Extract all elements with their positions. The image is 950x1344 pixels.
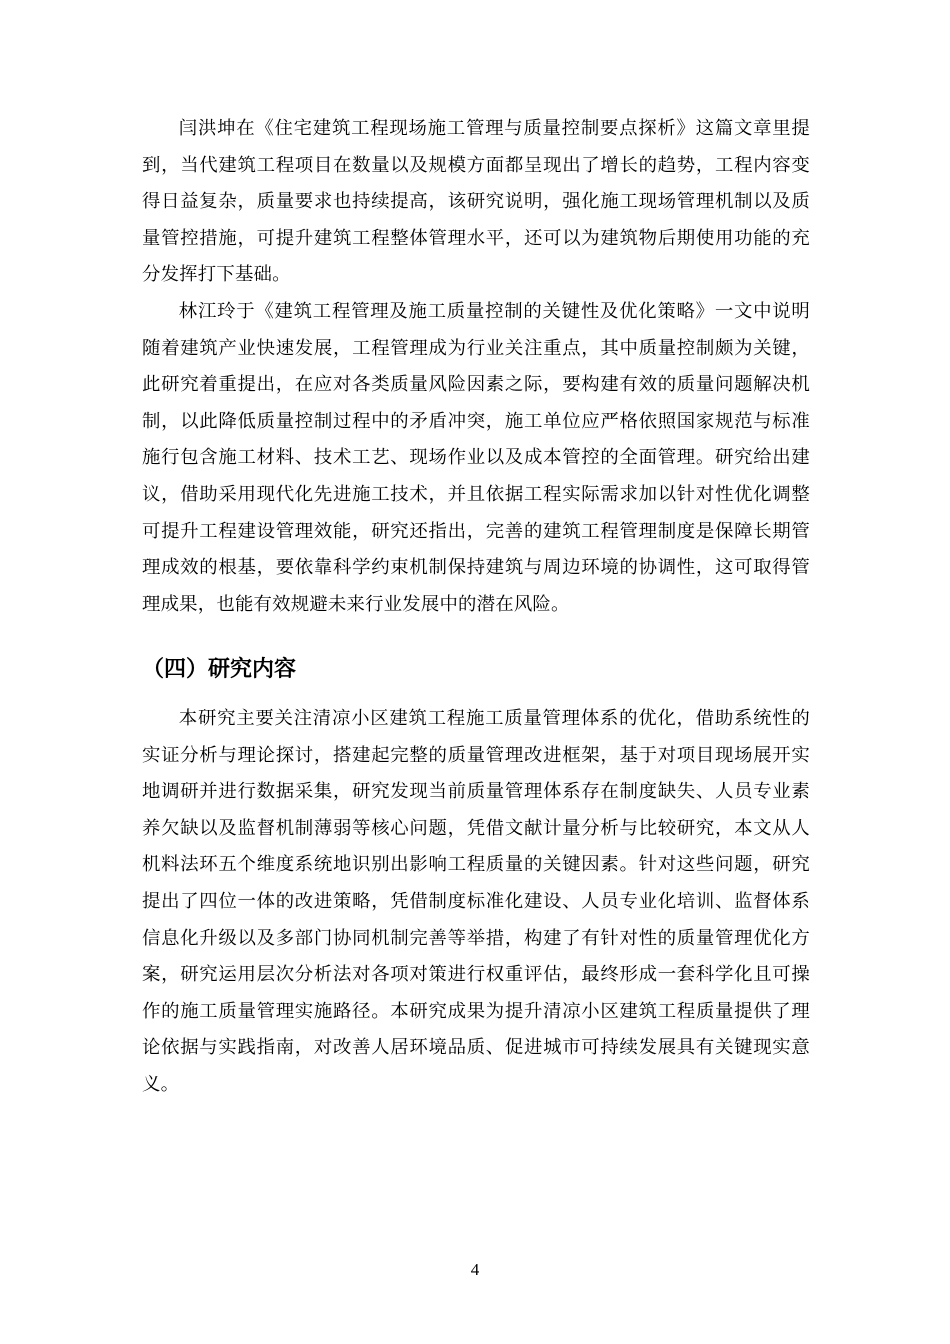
section-heading: （四）研究内容	[142, 657, 297, 682]
body-paragraph: 林江玲于《建筑工程管理及施工质量控制的关键性及优化策略》一文中说明随着建筑产业快速发展，工程管理成为行业关注重点，其中质量控制颇为关键，此研究着重提出，在应对各类质量风险因素之际，要构建有效的质量问题解决机制，以此降低质量控制过程中的矛盾冲突，施工单位应严格依照国家规范与标准施行包含施工材料、技术工艺、现场作业以及成本管控的全面管理。研究给出建议，借助采用现代化先进施工技术，并且依据工程实际需求加以针对性优化调整可提升工程建设管理效能，研究还指出，完善的建筑工程管理制度是保障长期管理成效的根基，要依靠科学约束机制保持建筑与周边环境的协调性，这可取得管理成果，也能有效规避未来行业发展中的潜在风险。	[142, 301, 810, 615]
page-number: 4	[470, 1260, 480, 1279]
body-paragraph: 闫洪坤在《住宅建筑工程现场施工管理与质量控制要点探析》这篇文章里提到，当代建筑工程项目在数量以及规模方面都呈现出了增长的趋势，工程内容变得日益复杂，质量要求也持续提高，该研究说明，强化施工现场管理机制以及质量管控措施，可提升建筑工程整体管理水平，还可以为建筑物后期使用功能的充分发挥打下基础。	[142, 118, 810, 286]
body-paragraph: 本研究主要关注清凉小区建筑工程施工质量管理体系的优化，借助系统性的实证分析与理论探讨，搭建起完整的质量管理改进框架，基于对项目现场展开实地调研并进行数据采集，研究发现当前质量管理体系存在制度缺失、人员专业素养欠缺以及监督机制薄弱等核心问题，凭借文献计量分析与比较研究，本文从人机料法环五个维度系统地识别出影响工程质量的关键因素。针对这些问题，研究提出了四位一体的改进策略，凭借制度标准化建设、人员专业化培训、监督体系信息化升级以及多部门协同机制完善等举措，构建了有针对性的质量管理优化方案，研究运用层次分析法对各项对策进行权重评估，最终形成一套科学化且可操作的施工质量管理实施路径。本研究成果为提升清凉小区建筑工程质量提供了理论依据与实践指南，对改善人居环境品质、促进城市可持续发展具有关键现实意义。	[142, 708, 810, 1095]
